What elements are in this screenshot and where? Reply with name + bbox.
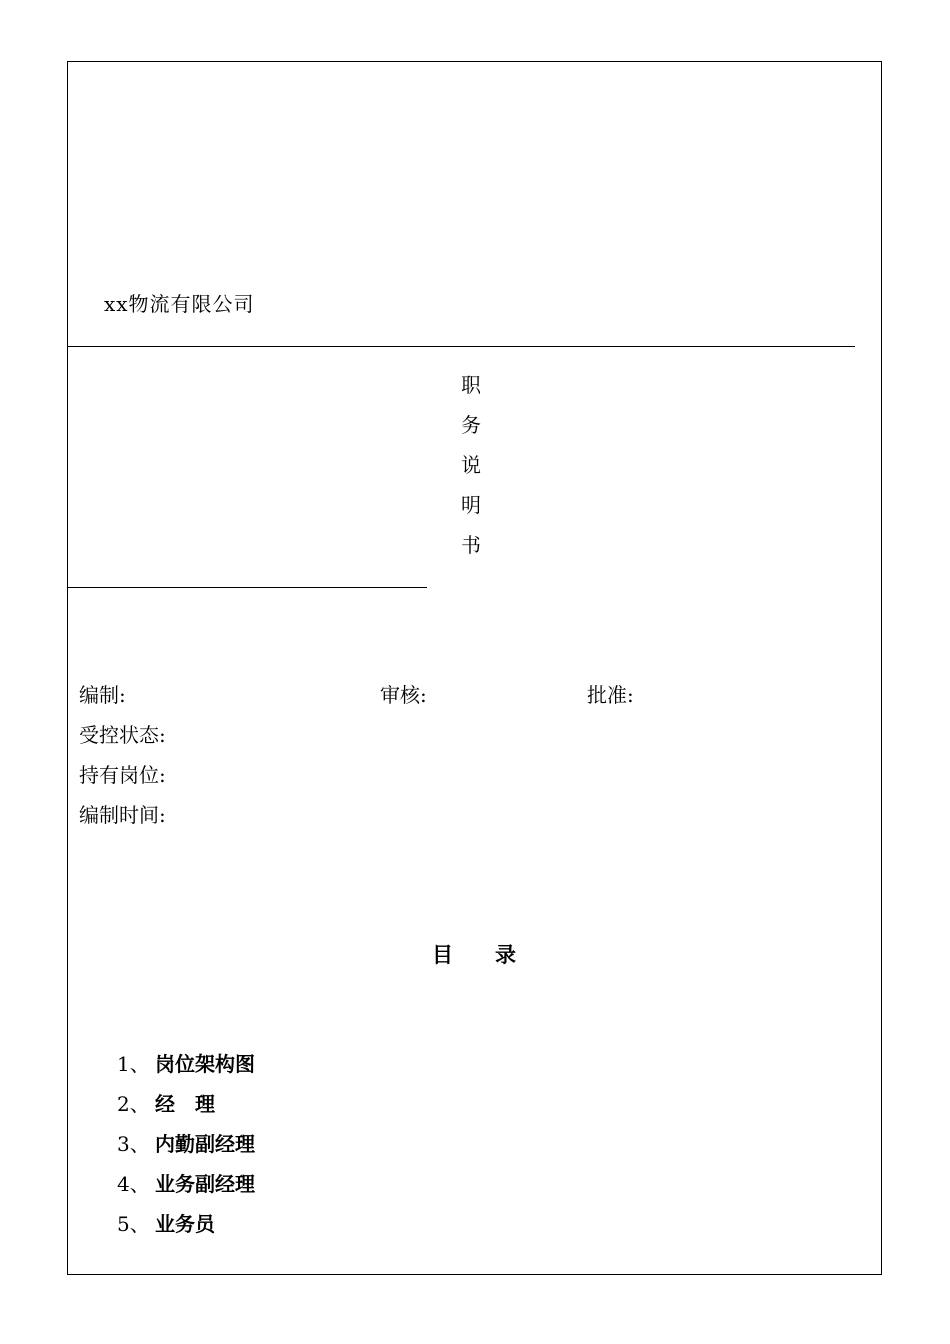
toc-item-number: 3、 xyxy=(117,1132,150,1156)
title-char: 书 xyxy=(461,533,481,557)
compiled-by-label: 编制: xyxy=(79,683,126,707)
title-char: 说 xyxy=(461,453,481,477)
toc-list xyxy=(117,1048,255,1248)
toc-item-number: 4、 xyxy=(117,1172,150,1196)
toc-item-label: 经 理 xyxy=(155,1092,215,1116)
compiled-time-label: 编制时间: xyxy=(79,803,166,827)
toc-item-label: 内勤副经理 xyxy=(155,1132,255,1156)
toc-item-number: 1、 xyxy=(117,1052,150,1076)
toc-item-label: 业务副经理 xyxy=(155,1172,255,1196)
holder-position-label: 持有岗位: xyxy=(79,763,166,787)
document-title xyxy=(459,365,483,565)
toc-item xyxy=(117,1128,255,1168)
toc-item xyxy=(117,1168,255,1208)
reviewed-by-label: 审核: xyxy=(380,683,427,707)
title-char: 明 xyxy=(461,493,481,517)
toc-title xyxy=(432,942,516,968)
toc-item xyxy=(117,1048,255,1088)
toc-item xyxy=(117,1088,255,1128)
title-divider xyxy=(67,587,427,588)
toc-item xyxy=(117,1208,255,1248)
toc-item-number: 5、 xyxy=(117,1212,150,1236)
company-name: xx物流有限公司 xyxy=(104,292,255,316)
title-char: 职 xyxy=(461,373,481,397)
toc-title-right: 录 xyxy=(495,942,516,967)
toc-item-label: 业务员 xyxy=(155,1212,215,1236)
toc-item-label: 岗位架构图 xyxy=(155,1052,255,1076)
control-status-label: 受控状态: xyxy=(79,723,166,747)
toc-item-number: 2、 xyxy=(117,1092,150,1116)
toc-title-left: 目 xyxy=(432,942,453,967)
title-char: 务 xyxy=(461,413,481,437)
header-divider xyxy=(67,346,855,347)
approved-by-label: 批准: xyxy=(587,683,634,707)
